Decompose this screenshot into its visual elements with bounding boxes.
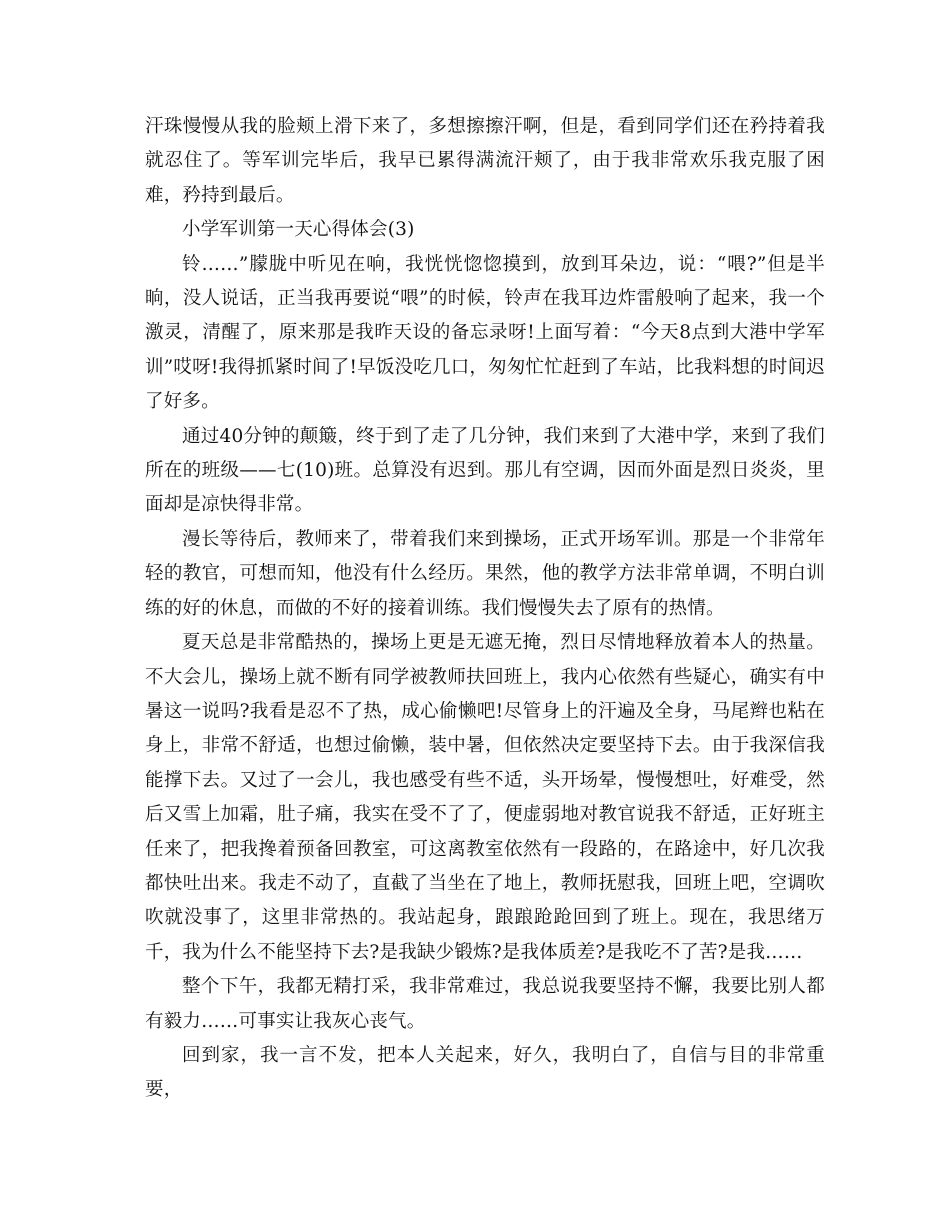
document-body [145, 110, 825, 1108]
paragraph-5: 漫长等待后，教师来了，带着我们来到操场，正式开场军训。那是一个非常年轻的教官，可想而知，他没有什么经历。果然，他的教学方法非常单调，不明白训练的好的休息，而做的不好的接着训练。我们慢慢失去了原有的热情。 [145, 528, 825, 619]
section-heading: 小学军训第一天心得体会(3) [182, 219, 415, 241]
paragraph-4: 通过40分钟的颠簸，终于到了走了几分钟，我们来到了大港中学，来到了我们所在的班级——七(10)班。总算没有迟到。那儿有空调，因而外面是烈日炎炎，里面却是凉快得非常。 [145, 425, 825, 516]
paragraph-1: 汗珠慢慢从我的脸颊上滑下来了，多想擦擦汗啊，但是，看到同学们还在矜持着我就忍住了。等军训完毕后，我早已累得满流汗颊了，由于我非常欢乐我克服了困难，矜持到最后。 [145, 116, 825, 206]
paragraph-7: 整个下午，我都无精打采，我非常难过，我总说我要坚持不懈，我要比别人都有毅力……可事实让我灰心丧气。 [145, 976, 825, 1032]
paragraph-8: 回到家，我一言不发，把本人关起来，好久，我明白了，自信与目的非常重要， [145, 1044, 825, 1101]
paragraph-3: 铃……”朦胧中听见在响，我恍恍惚惚摸到，放到耳朵边，说：“喂?”但是半晌，没人说话，正当我再要说“喂”的时候，铃声在我耳边炸雷般响了起来，我一个激灵，清醒了，原来那是我昨天设的备忘录呀!上面写着：“今天8点到大港中学军训”哎呀!我得抓紧时间了!早饭没吃几口，匆匆忙忙赶到了车站，比我料想的时间迟了好多。 [145, 253, 825, 413]
paragraph-6: 夏天总是非常酷热的，操场上更是无遮无掩，烈日尽情地释放着本人的热量。不大会儿，操场上就不断有同学被教师扶回班上，我内心依然有些疑心，确实有中暑这一说吗?我看是忍不了热，成心偷懒吧!尽管身上的汗遍及全身，马尾辫也粘在身上，非常不舒适，也想过偷懒，装中暑，但依然决定要坚持下去。由于我深信我能撑下去。又过了一会儿，我也感受有些不适，头开场晕，慢慢想吐，好难受，然后又雪上加霜，肚子痛，我实在受不了了，便虚弱地对教官说我不舒适，正好班主任来了，把我搀着预备回教室，可这离教室依然有一段路的，在路途中，好几次我都快吐出来。我走不动了，直截了当坐在了地上，教师抚慰我，回班上吧，空调吹吹就没事了，这里非常热的。我站起身，踉踉跄跄回到了班上。现在，我思绪万千，我为什么不能坚持下去?是我缺少锻炼?是我体质差?是我吃不了苦?是我…… [145, 632, 825, 963]
